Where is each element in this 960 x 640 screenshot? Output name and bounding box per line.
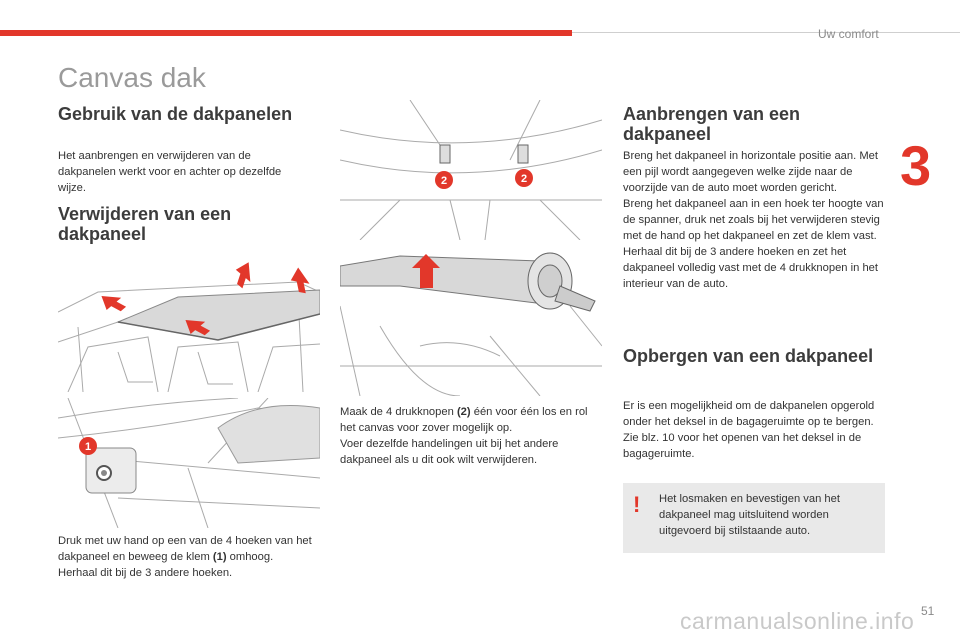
chapter-number: 3 (900, 134, 932, 197)
warning-box (623, 483, 885, 553)
ref-1: (1) (212, 551, 227, 563)
text-druk-part3: Herhaal dit bij de 3 andere hoeken. (58, 567, 233, 579)
text-opbergen (623, 398, 887, 462)
heading-verwijderen: Verwijderen van een dakpaneel (58, 204, 232, 244)
warning-icon: ! (633, 492, 641, 517)
text-aanbrengen (623, 148, 887, 292)
callout-2-left: 2 (440, 175, 448, 187)
heading-gebruik: Gebruik van de dakpanelen (58, 104, 293, 124)
text-aanbrengen-part1: Breng het dakpaneel in horizontale positie aan. Met een pijl wordt aangegeven welke zijde naar de voorzijde van de auto moet worden gericht. (623, 150, 878, 194)
page-title: Canvas dak (58, 62, 206, 93)
warning-text: Het losmaken en bevestigen van het dakpaneel mag uitsluitend worden uitgevoerd bij stilstaande auto. (659, 493, 840, 537)
clip-detail-illustration (58, 398, 320, 528)
heading-opbergen: Opbergen van een dakpaneel (623, 346, 874, 366)
page-number: 51 (921, 604, 935, 618)
text-aanbrengen-part3: Herhaal dit bij de 3 andere hoeken en zet het dakpaneel volledig vast met de 4 drukknopen in het interieur van de auto. (623, 246, 878, 290)
callout-1: 1 (84, 441, 92, 453)
text-maak-part1: Maak de 4 drukknopen (340, 406, 457, 418)
watermark: carmanualsonline.info (680, 608, 915, 634)
header-accent-bar (0, 30, 572, 36)
text-gebruik: Het aanbrengen en verwijderen van de dakpanelen werkt voor en achter op dezelfde wijze. (58, 150, 282, 194)
header-divider (572, 32, 960, 33)
text-opbergen-part2: Zie blz. 10 voor het openen van het deksel in de bagageruimte. (623, 432, 862, 460)
car-roof-illustration (58, 252, 320, 392)
text-druk-part2: omhoog. (226, 551, 274, 563)
heading-aanbrengen: Aanbrengen van een dakpaneel (623, 104, 801, 144)
text-maak-part2: één voor één los en rol het canvas voor zover mogelijk op. (340, 406, 588, 434)
text-druk (58, 533, 320, 581)
text-opbergen-part1: Er is een mogelijkheid om de dakpanelen opgerold onder het deksel in de bagageruimte op te bergen. (623, 400, 875, 428)
text-maak (340, 404, 602, 468)
roll-canvas-illustration (340, 246, 602, 396)
text-maak-part3: Voer dezelfde handelingen uit bij het andere dakpaneel als u dit ook wilt verwijderen. (340, 438, 559, 466)
roof-interior-illustration (340, 100, 602, 240)
section-label: Uw comfort (818, 27, 879, 41)
text-aanbrengen-part2: Breng het dakpaneel aan in een hoek ter hoogte van de spanner, druk net zoals bij het verwijderen stevig met de hand op het dakpaneel en zet de klem vast. (623, 198, 884, 242)
callout-2-right: 2 (520, 173, 528, 185)
text-druk-part1: Druk met uw hand op een van de 4 hoeken van het dakpaneel en beweeg de klem (58, 535, 312, 563)
ref-2: (2) (456, 406, 471, 418)
